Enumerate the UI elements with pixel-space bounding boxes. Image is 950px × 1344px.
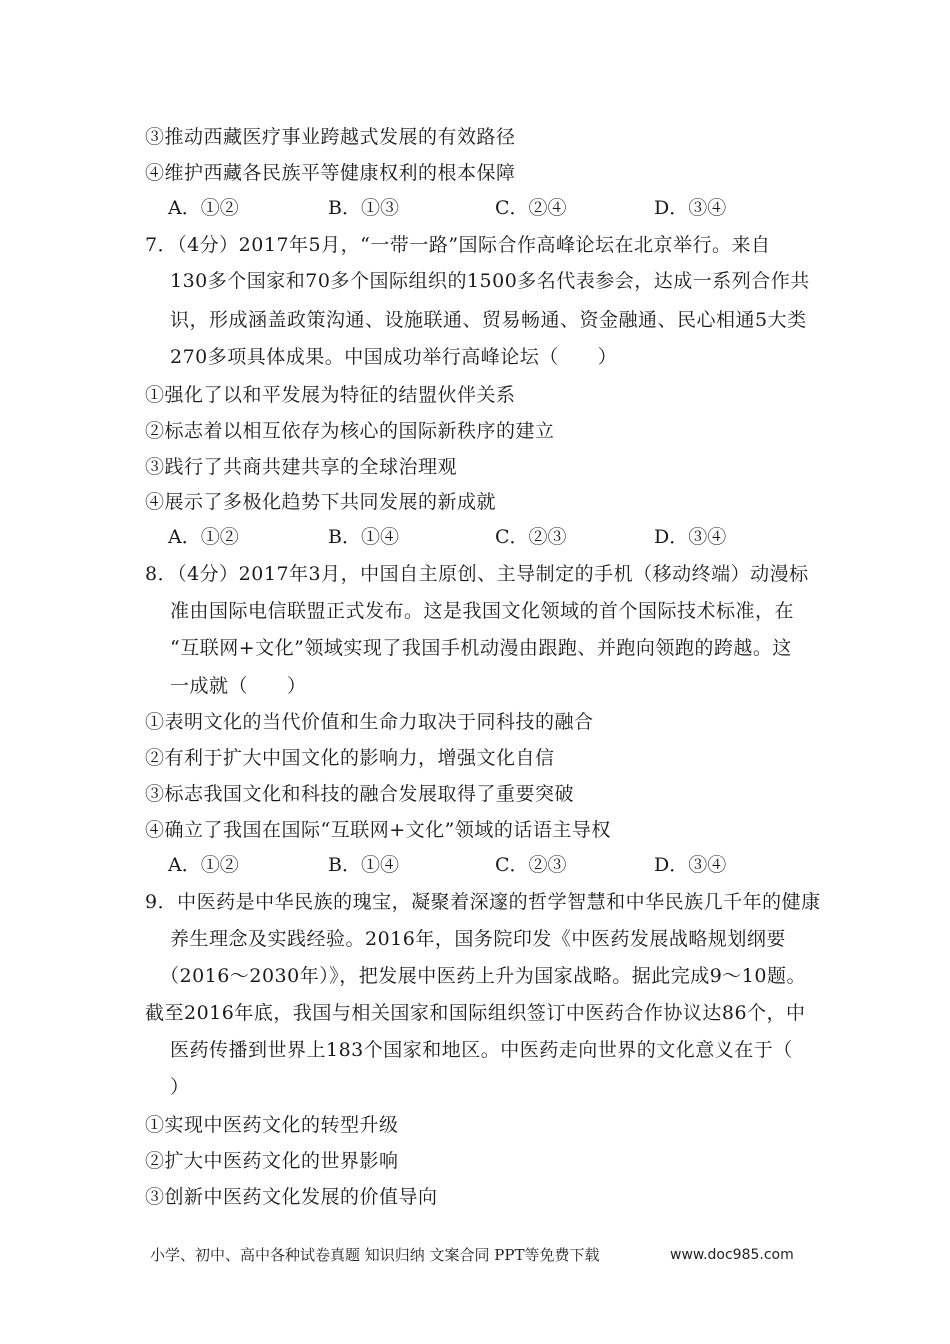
q9-stem-line-3: （2016～2030年）》，把发展中医药上升为国家战略。据此完成9～10题。 xyxy=(160,965,806,987)
q9-stem-line-1: 9．中医药是中华民族的瑰宝，凝聚着深邃的哲学智慧和中华民族几千年的健康 xyxy=(145,891,821,913)
q7-statement-3: ③践行了共商共建共享的全球治理观 xyxy=(145,456,458,478)
q7-statement-2: ②标志着以相互依存为核心的国际新秩序的建立 xyxy=(145,420,555,442)
footer-site-link[interactable]: www.doc985.com xyxy=(670,1247,794,1263)
q8-option-b: B．①④ xyxy=(328,854,399,876)
q8-stem-line-3: “互联网+文化”领域实现了我国手机动漫由跟跑、并跑向领跑的跨越。这 xyxy=(170,637,792,659)
q7-option-b: B．①④ xyxy=(328,526,399,548)
page-footer xyxy=(150,1245,800,1265)
q9-sub-line-3: ） xyxy=(170,1076,190,1098)
q6-option-a: A．①② xyxy=(168,197,239,219)
q9-statement-2: ②扩大中医药文化的世界影响 xyxy=(145,1150,399,1172)
q9-sub-line-2: 医药传播到世界上183个国家和地区。中医药走向世界的文化意义在于（ xyxy=(170,1039,793,1061)
q7-option-a: A．①② xyxy=(168,526,239,548)
q8-statement-1: ①表明文化的当代价值和生命力取决于同科技的融合 xyxy=(145,711,594,733)
q8-statement-2: ②有利于扩大中国文化的影响力，增强文化自信 xyxy=(145,747,555,769)
q6-statement-4: ④维护西藏各民族平等健康权利的根本保障 xyxy=(145,162,516,184)
q7-statement-1: ①强化了以和平发展为特征的结盟伙伴关系 xyxy=(145,384,516,406)
q7-option-c: C．②③ xyxy=(495,526,567,548)
q6-option-c: C．②④ xyxy=(495,197,567,219)
q7-stem-line-1: 7．（4分）2017年5月，“一带一路”国际合作高峰论坛在北京举行。来自 xyxy=(145,234,771,256)
q8-option-c: C．②③ xyxy=(495,854,567,876)
q7-stem-line-2: 130多个国家和70多个国际组织的1500多名代表参会，达成一系列合作共 xyxy=(170,270,810,292)
q9-statement-3: ③创新中医药文化发展的价值导向 xyxy=(145,1186,438,1208)
q7-option-d: D．③④ xyxy=(654,526,727,548)
footer-text: 小学、初中、高中各种试卷真题 知识归纳 文案合同 PPT等免费下载 xyxy=(150,1246,600,1264)
q9-stem-line-2: 养生理念及实践经验。2016年，国务院印发《中医药发展战略规划纲要 xyxy=(170,928,786,950)
q9-sub-line-1: 截至2016年底，我国与相关国家和国际组织签订中医药合作协议达86个，中 xyxy=(145,1002,806,1024)
q8-option-a: A．①② xyxy=(168,854,239,876)
q8-statement-3: ③标志我国文化和科技的融合发展取得了重要突破 xyxy=(145,783,575,805)
q8-stem-line-1: 8．（4分）2017年3月，中国自主原创、主导制定的手机（移动终端）动漫标 xyxy=(145,563,809,585)
q6-option-d: D．③④ xyxy=(654,197,727,219)
q8-option-d: D．③④ xyxy=(654,854,727,876)
q7-stem-line-4: 270多项具体成果。中国成功举行高峰论坛（ ） xyxy=(170,346,618,368)
q8-stem-line-4: 一成就（ ） xyxy=(170,675,307,697)
q7-stem-line-3: 识，形成涵盖政策沟通、设施联通、贸易畅通、资金融通、民心相通5大类 xyxy=(170,309,807,331)
q8-statement-4: ④确立了我国在国际“互联网+文化”领域的话语主导权 xyxy=(145,819,611,841)
q8-stem-line-2: 准由国际电信联盟正式发布。这是我国文化领域的首个国际技术标准，在 xyxy=(170,600,795,622)
q7-statement-4: ④展示了多极化趋势下共同发展的新成就 xyxy=(145,491,497,513)
q6-statement-3: ③推动西藏医疗事业跨越式发展的有效路径 xyxy=(145,126,516,148)
q9-statement-1: ①实现中医药文化的转型升级 xyxy=(145,1114,399,1136)
q6-option-b: B．①③ xyxy=(328,197,399,219)
